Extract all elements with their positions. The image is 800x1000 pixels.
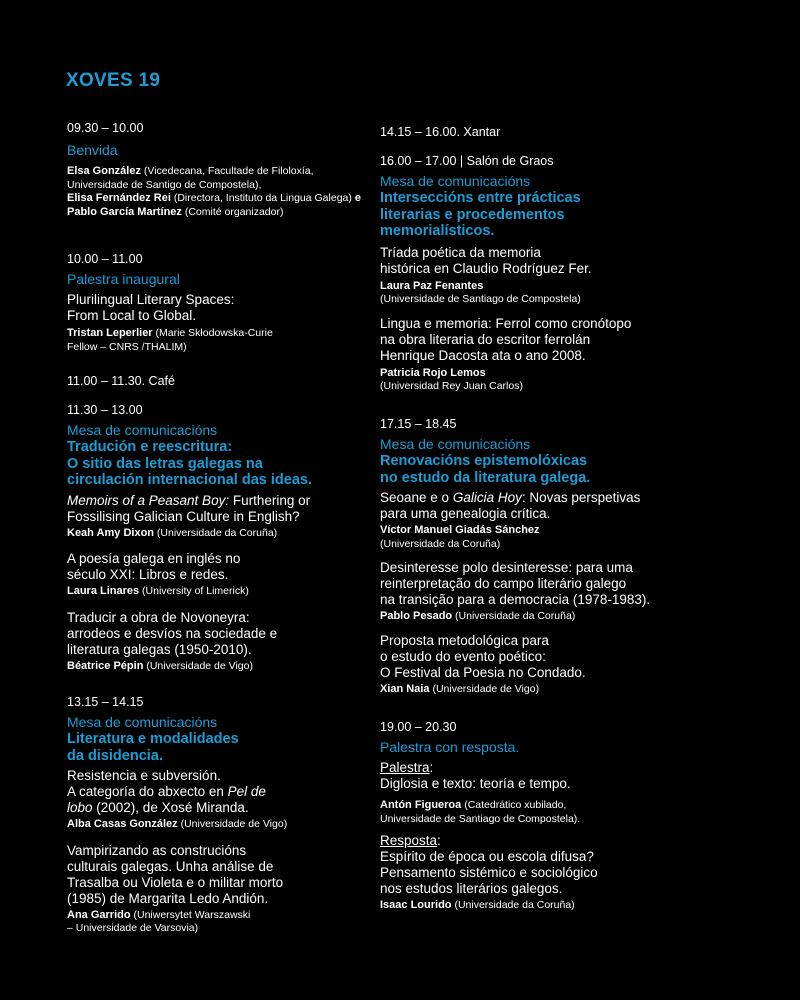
lecture-heading: Palestra [380, 760, 430, 775]
paper-author: Béatrice Pépin (Universidade de Vigo) [67, 659, 253, 672]
session-label: Mesa de comunicacións [67, 422, 218, 438]
session-title: Tradución e reescritura: O sitio das letras galegas na circulación internacional das ideas. [67, 439, 312, 488]
session-title: Literatura e modalidades da disidencia. [67, 731, 239, 764]
session-dissidence [67, 695, 367, 936]
paper-author: Víctor Manuel Giadás Sánchez (Universidade da Coruña) [380, 524, 540, 550]
session-keynote [67, 252, 367, 354]
paper-title: Seoane e o Galicia Hoy: Novas perspetivas para uma genealogia crítica. [380, 490, 641, 521]
speaker-affiliation: (Vicedecana, Facultade de Filoloxía, Universidade de Santigo de Compostela), [67, 165, 314, 191]
session-title: Interseccións entre prácticas literarias e procedementos memorialísticos. [380, 190, 581, 239]
paper-author: Keah Amy Dixon (Universidade da Coruña) [67, 526, 278, 539]
session-coffee [67, 374, 367, 389]
speaker-affiliation: (Comité organizador) [181, 205, 284, 218]
paper-title: Proposta metodológica para o estudo do evento poético: O Festival da Poesia no Condado. [380, 632, 586, 680]
session-time: 13.15 – 14.15 [67, 695, 144, 709]
lecture-title: Palestra: Diglosia e texto: teoría e tempo. [380, 760, 571, 791]
session-title: Renovacións epistemolóxicas no estudo da literatura galega. [380, 453, 591, 486]
session-lunch [380, 125, 680, 140]
session-time: 11.00 – 11.30. Café [67, 374, 175, 388]
paper-title: Lingua e memoria: Ferrol como cronótopo na obra literaria do escritor ferrolán Henrique Dacosta ata o ano 2008. [380, 315, 632, 363]
paper-author: Tristan Leperlier (Marie Skłodowska-Curie Fellow – CNRS /THALIM) [67, 327, 273, 353]
response-title: Resposta: Espírito de época ou escola difusa? Pensamento sistémico e sociológico nos estudos literários galegos. [380, 833, 598, 896]
session-time: 14.15 – 16.00. Xantar [380, 125, 501, 139]
session-label: Mesa de comunicacións [380, 173, 531, 189]
paper-author: Antón Figueroa (Catedrático xubilado, Universidade de Santiago de Compostela). [380, 799, 581, 825]
paper-author: Alba Casas González (Universidade de Vigo) [67, 818, 288, 830]
conjunction: e [351, 192, 362, 204]
paper-title: Tríada poética da memoria histórica en Claudio Rodríguez Fer. [380, 244, 592, 276]
session-time: 09.30 – 10.00 [67, 121, 144, 135]
paper-title: Desinteresse polo desinteresse: para uma reinterpretação do campo literário galego na transição para a democracia (1978-1983). [380, 560, 651, 607]
speaker-name: Pablo García Martínez [67, 205, 182, 218]
session-translation [67, 403, 367, 673]
paper-title: Memoirs of a Peasant Boy: Furthering or Fossilising Galician Culture in English? [67, 492, 311, 524]
paper-title: Plurilingual Literary Spaces: From Local to Global. [67, 292, 235, 323]
speaker-name: Elsa González [67, 165, 141, 177]
speaker-name: Elisa Fernández Rei [67, 192, 171, 204]
paper-title: Resistencia e subversión. A categoría do abxecto en Pel de lobo (2002), de Xosé Miranda. [67, 768, 266, 815]
paper-author: Laura Linares (University of Limerick) [67, 585, 249, 597]
welcome-speakers [67, 165, 367, 219]
paper-author: Isaac Lourido (Universidade da Coruña) [380, 899, 575, 911]
paper-author: Xian Naia (Universidade de Vigo) [380, 682, 540, 695]
session-time: 19.00 – 20.30 [380, 720, 457, 734]
paper-author: Patricia Rojo Lemos (Universidad Rey Juan Carlos) [380, 366, 523, 392]
session-memory [380, 154, 680, 394]
day-title: XOVES 19 [66, 70, 161, 91]
speaker-affiliation: (Directora, Instituto da Lingua Galega) [170, 192, 352, 204]
session-lecture-response [380, 720, 680, 913]
session-label: Mesa de comunicacións [67, 714, 218, 730]
paper-author: Pablo Pesado (Universidade da Coruña) [380, 610, 576, 622]
response-heading: Resposta [380, 833, 438, 848]
session-time: 11.30 – 13.00 [67, 403, 143, 417]
session-label: Benvida [67, 142, 118, 158]
paper-title: A poesía galega en inglés no século XXI: Libros e redes. [67, 551, 241, 582]
paper-author: Laura Paz Fenantes (Universidade de Santiago de Compostela) [380, 279, 581, 305]
session-time: 17.15 – 18.45 [380, 417, 457, 431]
session-time: 10.00 – 11.00 [67, 252, 143, 266]
session-label: Palestra con resposta. [380, 739, 520, 755]
session-label: Mesa de comunicacións [380, 436, 531, 452]
paper-title: Traducir a obra de Novoneyra: arrodeos e desvíos na sociedade e literatura galegas (1950-2010). [67, 609, 278, 657]
session-time: 16.00 – 17.00 | Salón de Graos [380, 154, 554, 168]
session-welcome [67, 121, 367, 219]
paper-title: Vampirizando as construcións culturais galegas. Unha análise de Trasalba ou Violeta e o militar morto (1985) de Margarita Ledo Andión. [67, 842, 284, 906]
session-label: Palestra inaugural [67, 271, 180, 287]
paper-author: Ana Garrido (Uniwersytet Warszawski – Universidade de Varsovia) [67, 908, 251, 934]
session-epistemology [380, 417, 680, 696]
